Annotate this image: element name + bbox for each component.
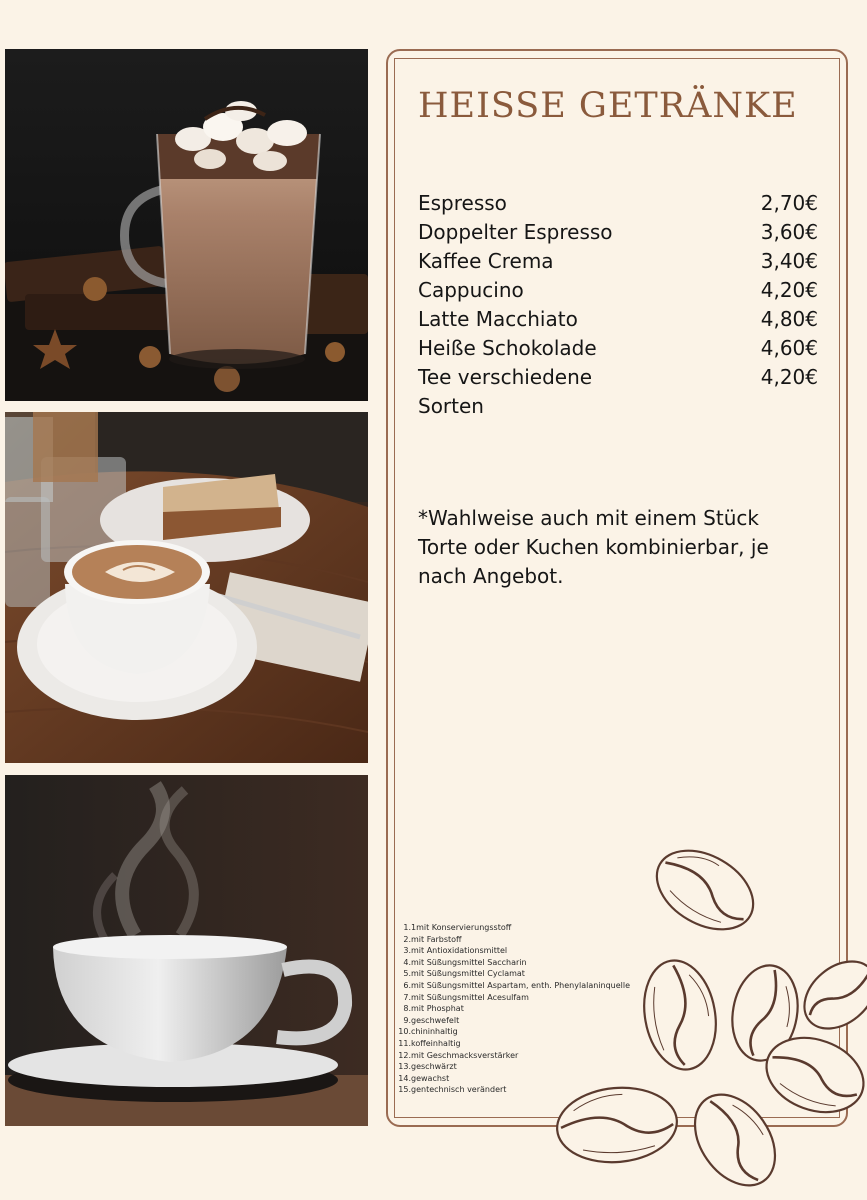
menu-item-doppelter-espresso (418, 218, 818, 247)
menu-item-name: Heiße Schokolade (418, 336, 597, 360)
menu-item-price: 3,60€ (760, 220, 818, 244)
menu-item-espresso (418, 189, 818, 218)
menu-item-price: 4,60€ (760, 336, 818, 360)
coffee-bean-icon (791, 948, 867, 1042)
footnote-number: 3. (403, 946, 411, 956)
footnote-number: 2. (403, 934, 411, 944)
footnote-number: 15. (398, 1085, 411, 1095)
menu-item-price: 4,20€ (760, 365, 818, 389)
footnote-number: 14. (398, 1073, 411, 1083)
footnote-text: mit Farbstoff (411, 934, 462, 944)
menu-item-price: 3,40€ (760, 249, 818, 273)
footnote-number: 7. (403, 992, 411, 1002)
menu-item-kaffee-crema (418, 247, 818, 276)
footnote-number: 11. (398, 1038, 411, 1048)
footnote-number: 5. (403, 969, 411, 979)
footnote-text: mit Süßungsmittel Cyclamat (411, 969, 525, 979)
footnote-text: mit Süßungsmittel Aspartam, enth. Phenylalaninquelle (411, 980, 631, 990)
footnote-number: 9. (403, 1015, 411, 1025)
menu-item-name: Kaffee Crema (418, 249, 554, 273)
footnote-text: chininhaltig (411, 1027, 458, 1037)
footnote-text: geschwärzt (411, 1062, 457, 1072)
footnote-number: 13. (398, 1062, 411, 1072)
footnote-number: 10. (398, 1027, 411, 1037)
menu-item-price: 2,70€ (760, 191, 818, 215)
hot-chocolate-photo (5, 49, 368, 401)
footnote-number: 4. (403, 957, 411, 967)
latte-art-photo (5, 412, 368, 763)
footnote-text: 1mit Konservierungsstoff (411, 923, 512, 932)
menu-item-tee (418, 363, 818, 421)
drink-list (418, 189, 818, 421)
menu-item-name: Cappucino (418, 278, 524, 302)
footnote-text: koffeinhaltig (411, 1038, 461, 1048)
footnote-text: mit Antioxidationsmittel (411, 946, 508, 956)
menu-item-name: Latte Macchiato (418, 307, 578, 331)
footnote-text: mit Geschmacksverstärker (411, 1050, 519, 1060)
menu-item-price: 4,20€ (760, 278, 818, 302)
coffee-bean-icon (643, 835, 767, 945)
menu-item-name: Tee verschiedene Sorten (418, 365, 593, 418)
menu-item-heisse-schokolade (418, 334, 818, 363)
menu-item-latte-macchiato (418, 305, 818, 334)
menu-item-cappucino (418, 276, 818, 305)
menu-item-name: Doppelter Espresso (418, 220, 613, 244)
menu-item-name: Espresso (418, 191, 507, 215)
coffee-beans-illustration (555, 835, 867, 1200)
menu-title: HEISSE GETRÄNKE (418, 86, 798, 126)
footnote-number: 1. (403, 923, 411, 932)
footnote-text: mit Süßungsmittel Acesulfam (411, 992, 529, 1002)
footnote-text: gentechnisch verändert (411, 1085, 507, 1095)
menu-item-price: 4,80€ (760, 307, 818, 331)
footnote-number: 8. (403, 1004, 411, 1014)
footnote-text: geschwefelt (411, 1015, 460, 1025)
footnote-text: mit Phosphat (411, 1004, 464, 1014)
footnote-number: 6. (403, 980, 411, 990)
footnote-text: gewachst (411, 1073, 450, 1083)
footnote-text: mit Süßungsmittel Saccharin (411, 957, 527, 967)
menu-note: *Wahlweise auch mit einem Stück Torte oder Kuchen kombinierbar, je nach Angebot. (418, 506, 769, 588)
coffee-bean-icon (555, 1083, 680, 1167)
footnote-number: 12. (398, 1050, 411, 1060)
steaming-coffee-photo (5, 775, 368, 1126)
coffee-bean-icon (636, 955, 724, 1075)
coffee-bean-icon (678, 1080, 791, 1200)
